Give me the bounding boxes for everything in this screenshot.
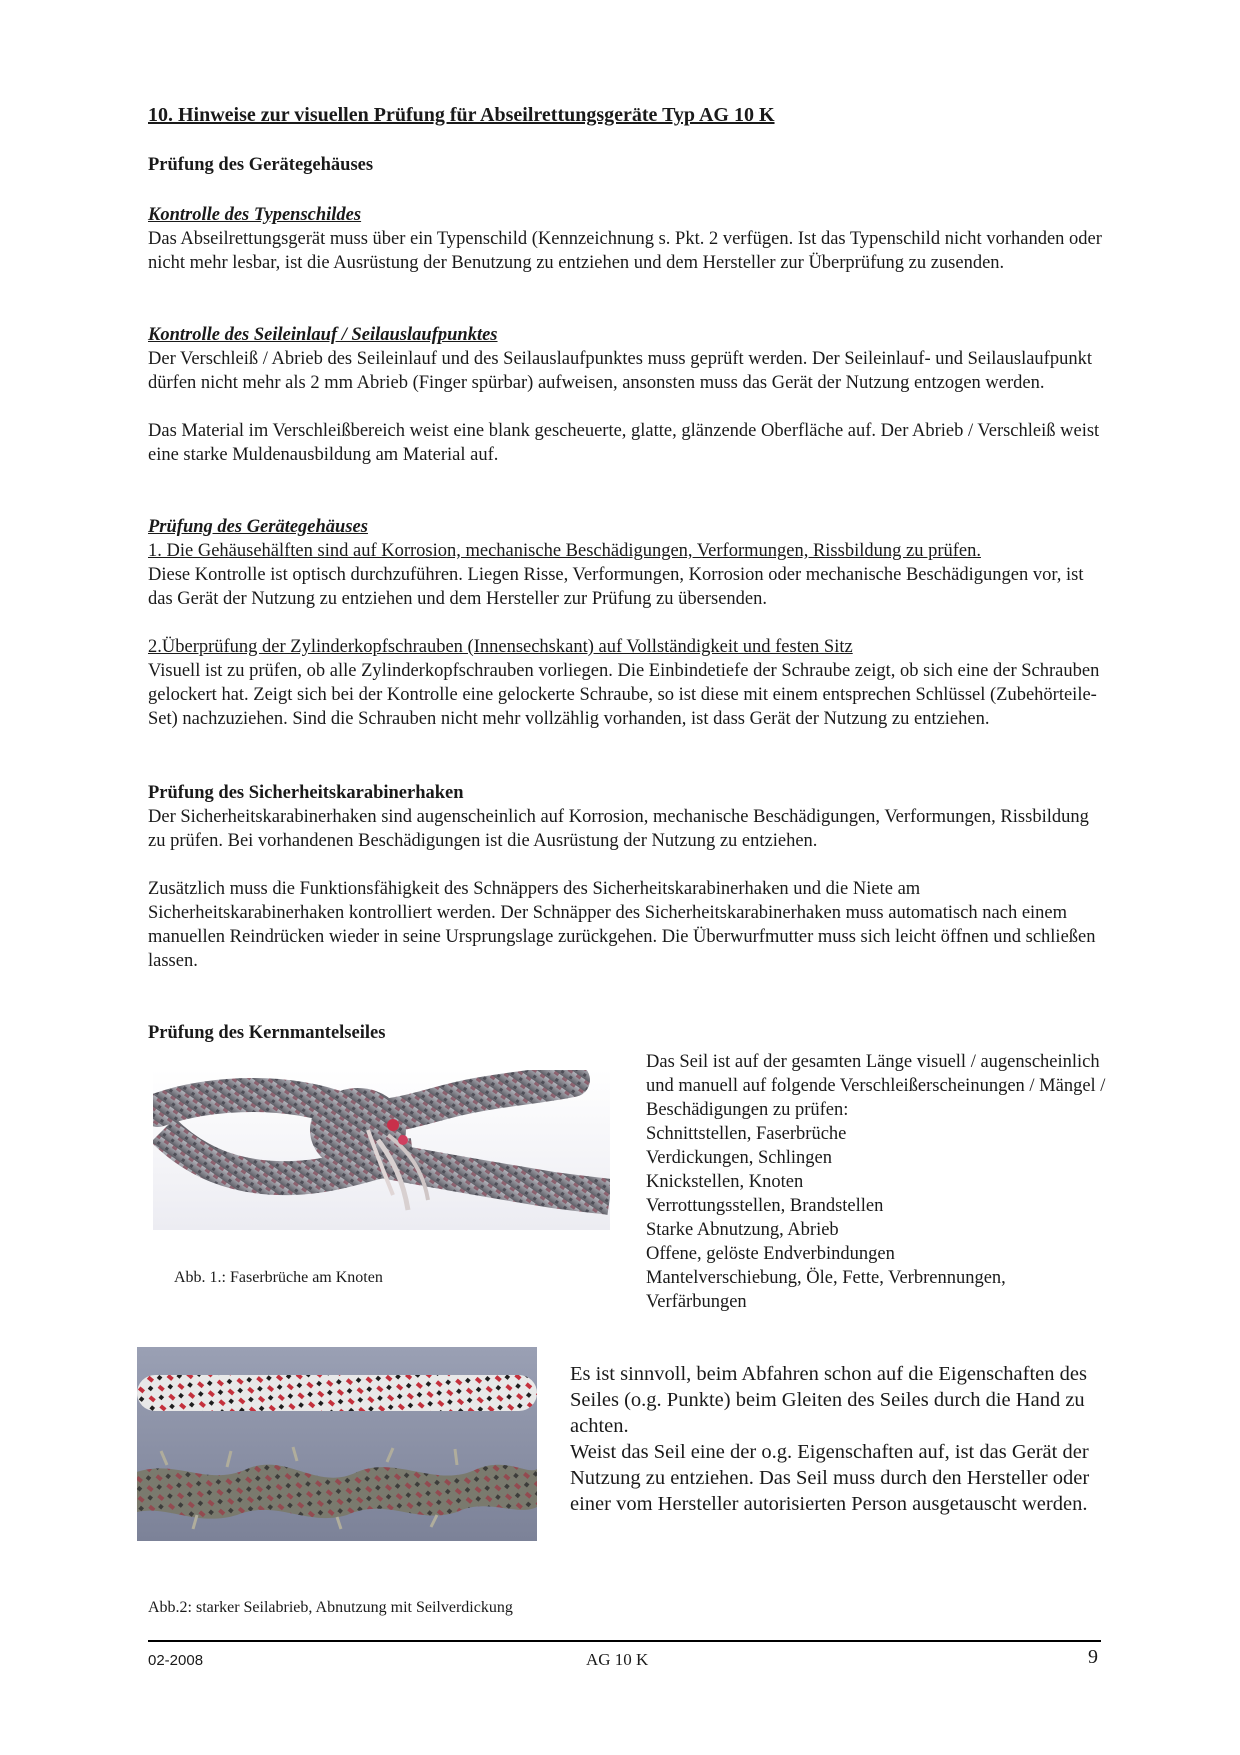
list-item: Verrottungsstellen, Brandstellen: [646, 1196, 884, 1216]
seil-advice-1: Es ist sinnvoll, beim Abfahren schon auf die Eigenschaften des Seiles (o.g. Punkte) beim Gleiten des Seiles durch die Hand zu achten.: [570, 1363, 1087, 1437]
paragraph-karabiner-2: Zusätzlich muss die Funktionsfähigkeit des Schnäppers des Sicherheitskarabinerhaken und die Niete am Sicherheitskarabinerhaken kontrolliert werden. Der Schnäpper des Sicherheitskarabinerhaken muss automatisch nach einem manuellen Reindrücken wieder in seine Ursprungslage zurückgehen. Die Überwurfmutter muss sich leicht öffnen und schließen lassen.: [148, 879, 1096, 971]
figure-rope-abrasion-image: [137, 1347, 537, 1541]
item1-heading: 1. Die Gehäusehälften sind auf Korrosion, mechanische Beschädigungen, Verformungen, Rissbildung zu prüfen.: [148, 541, 981, 561]
figure-1-caption: Abb. 1.: Faserbrüche am Knoten: [174, 1269, 383, 1286]
list-item: Starke Abnutzung, Abrieb: [646, 1220, 839, 1240]
heading-kernmantelseil: Prüfung des Kernmantelseiles: [148, 1023, 386, 1043]
figure-2-caption: Abb.2: starker Seilabrieb, Abnutzung mit Seilverdickung: [148, 1599, 513, 1616]
section-seileinlauf: [148, 323, 1108, 467]
list-item: Offene, gelöste Endverbindungen: [646, 1244, 895, 1264]
subheading-gehaeuse: Prüfung des Gerätegehäuses: [148, 517, 368, 537]
subheading-seileinlauf: Kontrolle des Seileinlauf / Seilauslaufpunktes: [148, 325, 498, 345]
seil-advice-2: Weist das Seil eine der o.g. Eigenschaften auf, ist das Gerät der Nutzung zu entziehen. Das Seil muss durch den Hersteller oder einer vom Hersteller autorisierten Person ausgetauscht werden.: [570, 1441, 1090, 1515]
seil-checklist: [646, 1050, 1106, 1314]
heading-karabiner: Prüfung des Sicherheitskarabinerhaken: [148, 783, 464, 803]
paragraph-karabiner-1: Der Sicherheitskarabinerhaken sind augenscheinlich auf Korrosion, mechanische Beschädigungen, Verformungen, Rissbildung zu prüfen. Bei vorhandenen Beschädigungen ist die Ausrüstung der Nutzung zu entziehen.: [148, 807, 1089, 851]
paragraph-seileinlauf-1: Der Verschleiß / Abrieb des Seileinlauf und des Seilauslaufpunktes muss geprüft werden. Der Seileinlauf- und Seilauslaufpunkt dürfen nicht mehr als 2 mm Abrieb (Finger spürbar) aufweisen, ansonsten muss das Gerät der Nutzung entzogen werden.: [148, 349, 1092, 393]
item2-heading: 2.Überprüfung der Zylinderkopfschrauben (Innensechskant) auf Vollständigkeit und festen Sitz: [148, 637, 853, 657]
list-item: Verdickungen, Schlingen: [646, 1148, 832, 1168]
seil-intro: Das Seil ist auf der gesamten Länge visuell / augenscheinlich und manuell auf folgende Verschleißerscheinungen / Mängel / Beschädigungen zu prüfen:: [646, 1052, 1106, 1120]
list-item: Schnittstellen, Faserbrüche: [646, 1124, 847, 1144]
page-title: 10. Hinweise zur visuellen Prüfung für Abseilrettungsgeräte Typ AG 10 K: [148, 104, 775, 126]
seil-defect-list: [646, 1122, 1106, 1314]
section-karabiner: [148, 781, 1108, 973]
paragraph-typenschild: Das Abseilrettungsgerät muss über ein Typenschild (Kennzeichnung s. Pkt. 2 verfügen. Ist das Typenschild nicht vorhanden oder nicht mehr lesbar, ist die Ausrüstung der Benutzung zu entziehen und dem Hersteller zur Überprüfung zu zusenden.: [148, 229, 1102, 273]
list-item: Mantelverschiebung, Öle, Fette, Verbrennungen, Verfärbungen: [646, 1268, 1006, 1312]
section-heading-gehaeuse: Prüfung des Gerätegehäuses: [148, 155, 374, 175]
figure-knot-image: [153, 1070, 610, 1230]
page-number: 9: [1088, 1646, 1098, 1668]
section-gehaeuse-check: [148, 515, 1108, 731]
subheading-typenschild: Kontrolle des Typenschildes: [148, 205, 362, 225]
seil-advice: [570, 1361, 1110, 1517]
section-typenschild: [148, 203, 1108, 275]
item1-text: Diese Kontrolle ist optisch durchzuführen. Liegen Risse, Verformungen, Korrosion oder mechanische Beschädigungen vor, ist das Gerät der Nutzung zu entziehen und dem Hersteller zur Prüfung zu übersenden.: [148, 565, 1084, 609]
paragraph-seileinlauf-2: Das Material im Verschleißbereich weist eine blank gescheuerte, glatte, glänzende Oberfläche auf. Der Abrieb / Verschleiß weist eine starke Muldenausbildung am Material auf.: [148, 421, 1100, 465]
list-item: Knickstellen, Knoten: [646, 1172, 804, 1192]
footer-date: 02-2008: [148, 1652, 204, 1669]
footer-model: AG 10 K: [586, 1650, 649, 1669]
item2-text: Visuell ist zu prüfen, ob alle Zylinderkopfschrauben vorliegen. Die Einbindetiefe der Schraube zeigt, ob sich eine der Schrauben gelockert hat. Zeigt sich bei der Kontrolle eine gelockerte Schraube, so ist diese mit einem entsprechen Schlüssel (Zubehörteile-Set) nachzuziehen. Sind die Schrauben nicht mehr vollzählig vorhanden, ist dass Gerät der Nutzung zu entziehen.: [148, 661, 1100, 729]
footer-rule: [148, 1640, 1101, 1642]
